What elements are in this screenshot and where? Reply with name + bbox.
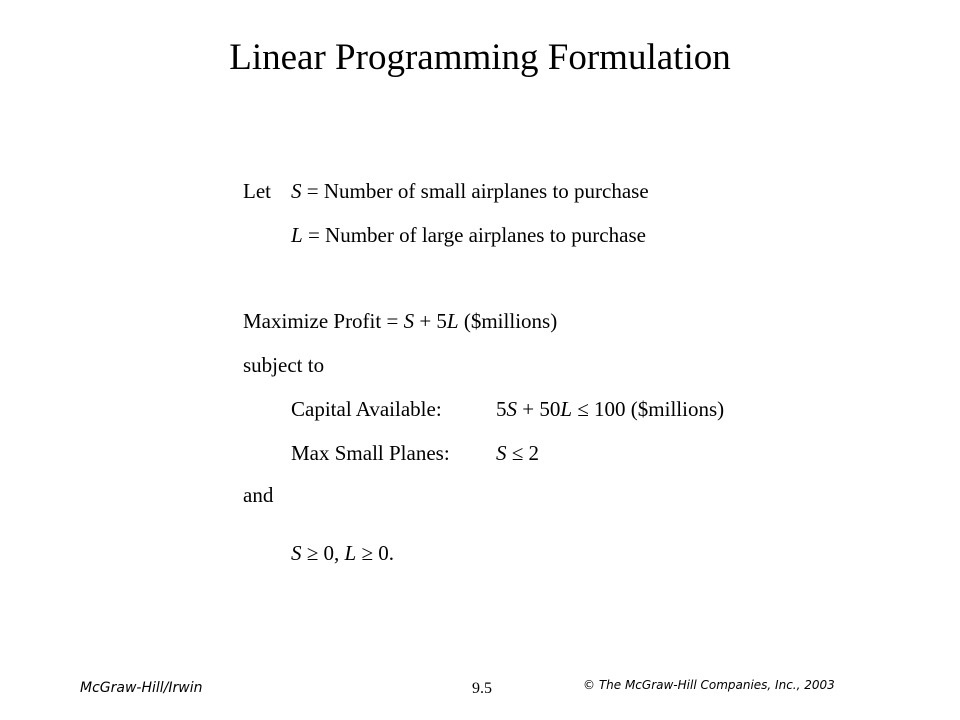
nonnegativity-constraint xyxy=(291,540,394,566)
capital-rhs: ≤ 100 ($millions) xyxy=(572,397,725,421)
nonneg-l-rel: ≥ 0. xyxy=(356,541,394,565)
footer-publisher: McGraw-Hill/Irwin xyxy=(80,680,203,696)
objective-suffix: ($millions) xyxy=(458,309,558,333)
small-planes-var-s: S xyxy=(496,441,507,465)
objective-plus: + 5 xyxy=(414,309,447,333)
capital-var-l: L xyxy=(560,397,573,421)
capital-coef: 5 xyxy=(496,397,507,421)
capital-mid: + 50 xyxy=(517,397,561,421)
nonneg-var-s: S xyxy=(291,541,302,565)
variable-s: S xyxy=(291,179,302,203)
variable-l: L xyxy=(291,223,303,247)
constraint-capital xyxy=(496,396,724,422)
definition-l xyxy=(291,222,646,248)
constraint-label-capital: Capital Available: xyxy=(291,397,442,421)
objective-function xyxy=(243,308,557,334)
constraint-label-small-planes: Max Small Planes: xyxy=(291,441,450,465)
nonneg-var-l: L xyxy=(344,541,357,565)
capital-var-s: S xyxy=(506,397,517,421)
page-number: 9.5 xyxy=(472,680,492,697)
constraint-small-planes xyxy=(496,440,539,466)
definition-s-text: = Number of small airplanes to purchase xyxy=(301,179,649,203)
small-planes-rhs: ≤ 2 xyxy=(506,441,540,465)
footer-copyright: © The McGraw-Hill Companies, Inc., 2003 xyxy=(583,678,835,692)
nonneg-s-rel: ≥ 0, xyxy=(301,541,345,565)
definition-s xyxy=(291,178,649,204)
objective-var-l: L xyxy=(446,309,459,333)
definition-l-text: = Number of large airplanes to purchase xyxy=(302,223,646,247)
objective-prefix: Maximize Profit = xyxy=(243,309,404,333)
objective-var-s: S xyxy=(403,309,415,333)
let-label: Let xyxy=(243,179,271,203)
page-title: Linear Programming Formulation xyxy=(229,37,731,78)
subject-to-label: subject to xyxy=(243,353,325,377)
and-label: and xyxy=(243,483,274,507)
